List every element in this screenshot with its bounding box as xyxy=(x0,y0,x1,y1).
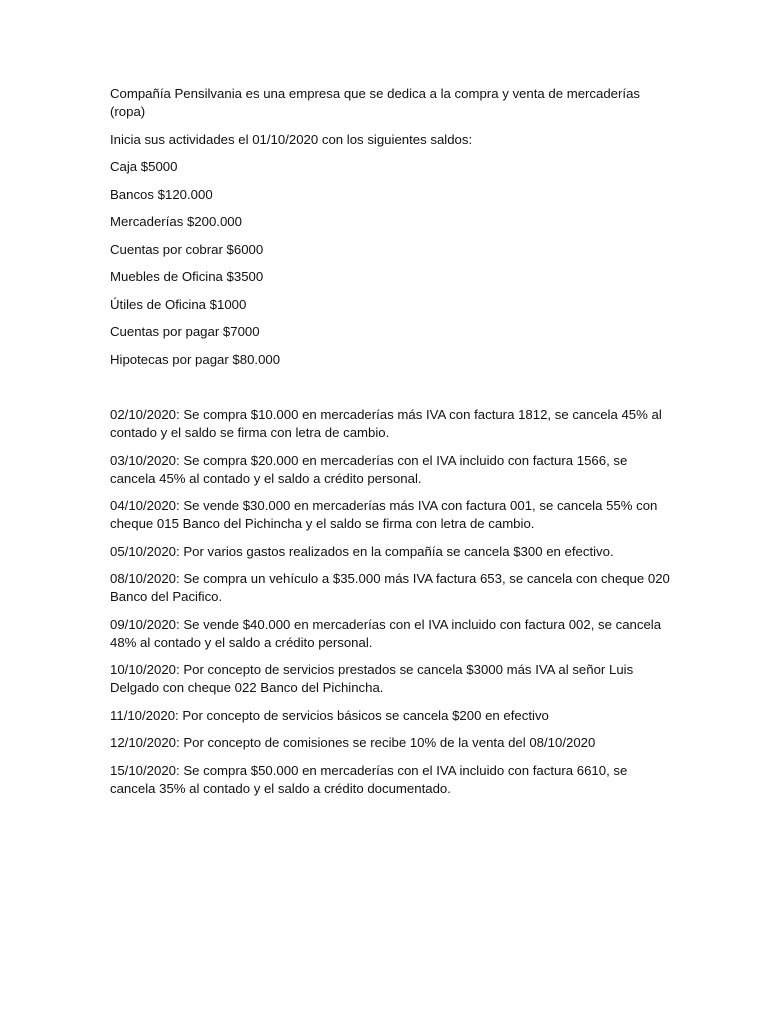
balance-item-cuentas-por-cobrar: Cuentas por cobrar $6000 xyxy=(110,241,264,257)
transaction-item: 08/10/2020: Se compra un vehículo a $35.000 más IVA factura 653, se cancela con cheque 020 Banco del Pacifico. xyxy=(110,571,670,604)
transaction-item: 09/10/2020: Se vende $40.000 en mercaderías con el IVA incluido con factura 002, se cancela 48% al contado y el saldo a crédito personal. xyxy=(110,616,662,650)
balance-item-hipotecas-por-pagar: Hipotecas por pagar $80.000 xyxy=(110,351,281,367)
balance-item-muebles-de-oficina: Muebles de Oficina $3500 xyxy=(110,269,264,284)
transaction-item: 11/10/2020: Por concepto de servicios básicos se cancela $200 en efectivo xyxy=(110,707,549,723)
transactions-list xyxy=(110,406,670,798)
document-page xyxy=(110,85,670,807)
balance-item-cuentas-por-pagar: Cuentas por pagar $7000 xyxy=(110,324,260,339)
transaction-item: 02/10/2020: Se compra $10.000 en mercaderías más IVA con factura 1812, se cancela 45% al contado y el saldo se firma con letra de cambio. xyxy=(110,407,662,440)
transaction-item: 05/10/2020: Por varios gastos realizados en la compañía se cancela $300 en efectivo. xyxy=(110,543,614,559)
intro-paragraph: Compañía Pensilvania es una empresa que se dedica a la compra y venta de mercaderías (ropa) xyxy=(110,86,640,119)
transaction-item: 04/10/2020: Se vende $30.000 en mercaderías más IVA con factura 001, se cancela 55% con cheque 015 Banco del Pichincha y el saldo se firma con letra de cambio. xyxy=(110,498,658,531)
start-line: Inicia sus actividades el 01/10/2020 con los siguientes saldos: xyxy=(110,131,473,147)
opening-balances-list xyxy=(110,158,670,369)
balance-item-mercaderias: Mercaderías $200.000 xyxy=(110,214,242,229)
transaction-item: 12/10/2020: Por concepto de comisiones se recibe 10% de la venta del 08/10/2020 xyxy=(110,735,596,750)
balance-item-utiles-de-oficina: Útiles de Oficina $1000 xyxy=(110,296,247,312)
balance-item-bancos: Bancos $120.000 xyxy=(110,186,213,202)
balance-item-caja: Caja $5000 xyxy=(110,159,178,174)
transaction-item: 15/10/2020: Se compra $50.000 en mercaderías con el IVA incluido con factura 6610, se cancela 35% al contado y el saldo a crédito documentado. xyxy=(110,762,628,796)
transaction-item: 03/10/2020: Se compra $20.000 en mercaderías con el IVA incluido con factura 1566, se cancela 45% al contado y el saldo a crédito personal. xyxy=(110,452,628,486)
transaction-item: 10/10/2020: Por concepto de servicios prestados se cancela $3000 más IVA al señor Luis Delgado con cheque 022 Banco del Pichincha. xyxy=(110,662,634,695)
section-spacer xyxy=(110,378,670,406)
